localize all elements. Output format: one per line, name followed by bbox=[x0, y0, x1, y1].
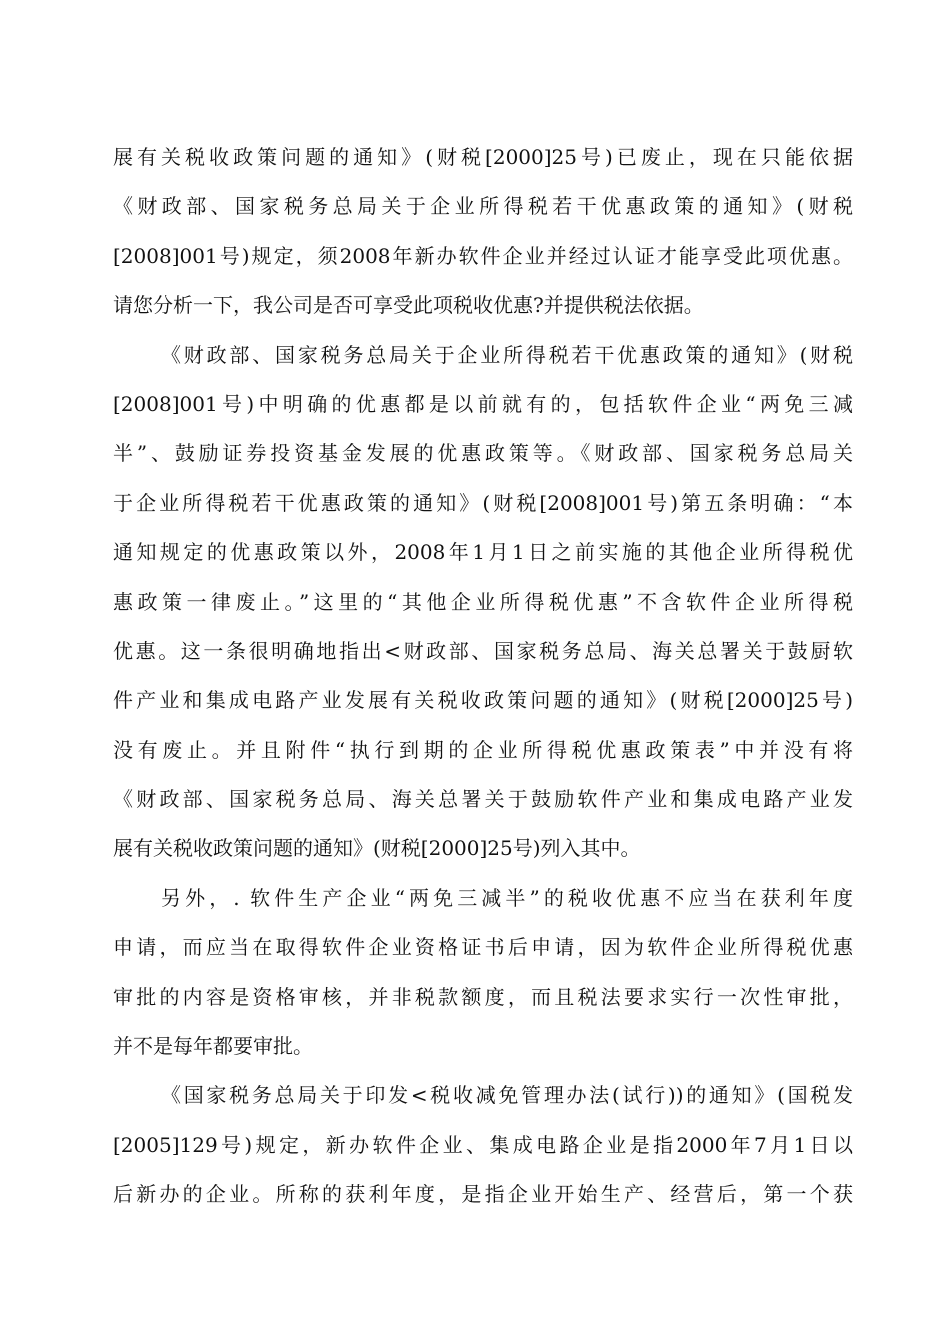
text-line: 通知规定的优惠政策以外，2008年1月1日之前实施的其他企业所得税优 bbox=[113, 540, 853, 565]
text-line: 《财政部、国家税务总局关于企业所得税若干优惠政策的通知》(财税 bbox=[161, 342, 853, 367]
text-line: 半”、鼓励证券投资基金发展的优惠政策等。《财政部、国家税务总局关 bbox=[113, 441, 853, 466]
text-line: 后新办的企业。所称的获利年度，是指企业开始生产、经营后，第一个获 bbox=[113, 1182, 853, 1207]
text-line: 展有关税收政策问题的通知》(财税[2000]25号)已废止，现在只能依据 bbox=[113, 145, 853, 169]
text-line: 《财政部、国家税务总局关于企业所得税若干优惠政策的通知》(财税 bbox=[113, 194, 853, 219]
text-line: 展有关税收政策问题的通知》(财税[2000]25号)列入其中。 bbox=[113, 836, 641, 861]
text-line: 《财政部、国家税务总局、海关总署关于鼓励软件产业和集成电路产业发 bbox=[113, 787, 853, 812]
text-line: 申请，而应当在取得软件企业资格证书后申请，因为软件企业所得税优惠 bbox=[113, 935, 853, 960]
text-line: [2008]001号)规定，须2008年新办软件企业并经过认证才能享受此项优惠。 bbox=[113, 243, 853, 268]
body-text bbox=[113, 133, 853, 1220]
text-line: 没有废止。并且附件“执行到期的企业所得税优惠政策表”中并没有将 bbox=[113, 737, 853, 762]
text-line: 并不是每年都要审批。 bbox=[113, 1034, 313, 1059]
text-line: 《国家税务总局关于印发<税收减免管理办法(试行))的通知》(国税发 bbox=[161, 1083, 853, 1108]
text-line: 审批的内容是资格审核，并非税款额度，而且税法要求实行一次性审批， bbox=[113, 984, 853, 1009]
text-line: [2008]001号)中明确的优惠都是以前就有的，包括软件企业“两免三减 bbox=[113, 391, 853, 416]
text-line: [2005]129号)规定，新办软件企业、集成电路企业是指2000年7月1日以 bbox=[113, 1132, 853, 1157]
text-line: 于企业所得税若干优惠政策的通知》(财税[2008]001号)第五条明确：“本 bbox=[113, 490, 853, 515]
text-line: 另外，. 软件生产企业“两免三减半”的税收优惠不应当在获利年度 bbox=[161, 885, 853, 910]
text-line: 请您分析一下，我公司是否可享受此项税收优惠?并提供税法依据。 bbox=[113, 293, 704, 318]
text-line: 件产业和集成电路产业发展有关税收政策问题的通知》(财税[2000]25号) bbox=[113, 688, 853, 713]
text-line: 优惠。这一条很明确地指出<财政部、国家税务总局、海关总署关于鼓厨软 bbox=[113, 638, 853, 663]
text-line: 惠政策一律废止。”这里的“其他企业所得税优惠”不含软件企业所得税 bbox=[113, 589, 853, 614]
